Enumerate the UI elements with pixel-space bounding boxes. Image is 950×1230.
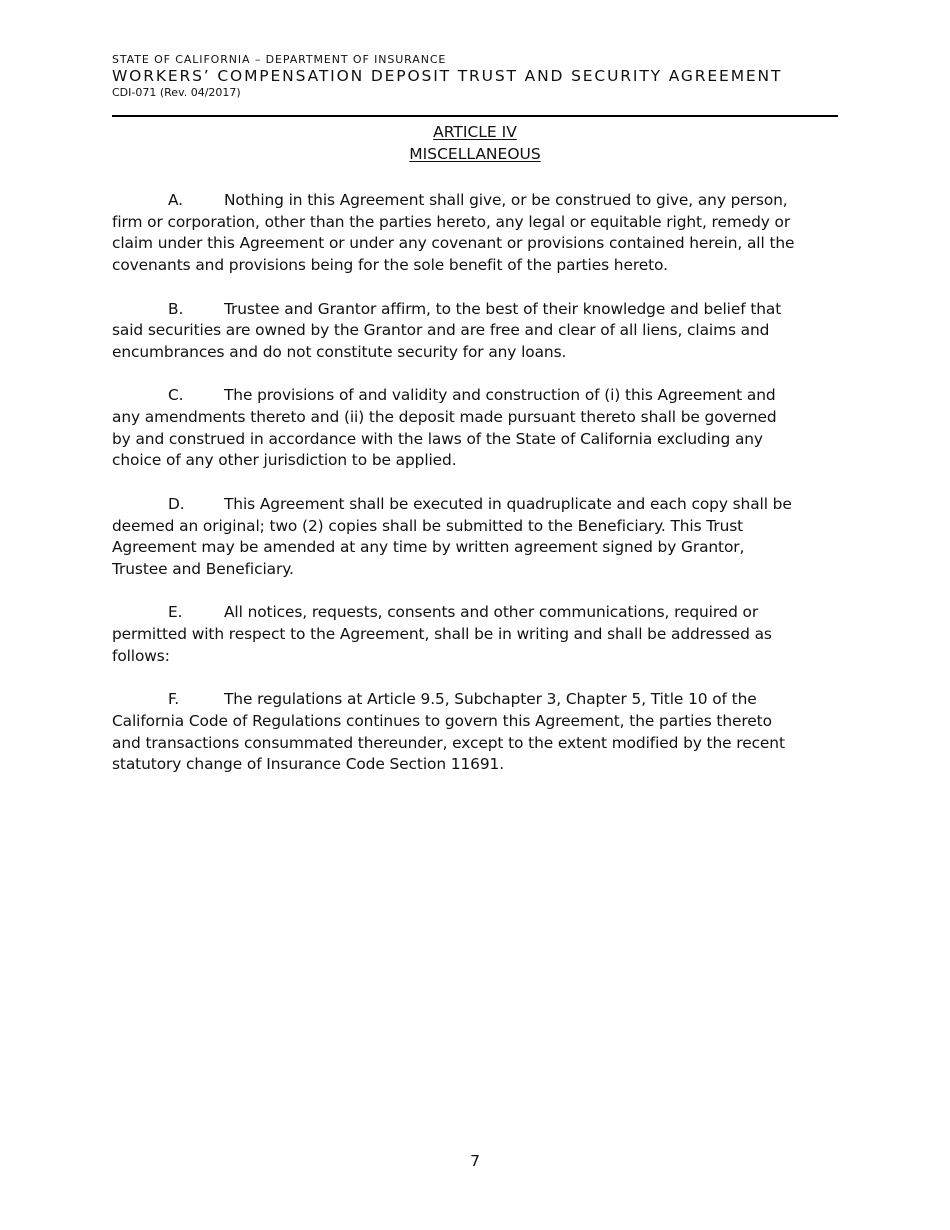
paragraph-text: The provisions of and validity and construction of (i) this Agreement and any amendments thereto and (ii) the deposit made pursuant thereto shall be governed by and construed in accordance with the laws of the State of California excluding any choice of any other jurisdiction to be applied.	[112, 386, 777, 470]
paragraph-c	[112, 385, 838, 472]
article-title: MISCELLANEOUS	[409, 145, 541, 163]
paragraph-text: The regulations at Article 9.5, Subchapter 3, Chapter 5, Title 10 of the California Code of Regulations continues to govern this Agreement, the parties thereto and transactions consummated thereunder, except to the extent modified by the recent statutory change of Insurance Code Section 11691.	[112, 690, 785, 774]
paragraph-letter: E.	[168, 603, 183, 622]
paragraph-b	[112, 299, 838, 364]
paragraph-letter: A.	[168, 191, 183, 209]
article-heading	[112, 121, 838, 165]
form-number: CDI-071 (Rev. 04/2017)	[112, 86, 241, 99]
page-number: 7	[470, 1152, 480, 1170]
paragraph-text: Nothing in this Agreement shall give, or be construed to give, any person, firm or corporation, other than the parties hereto, any legal or equitable right, remedy or claim under this Agreement or under any covenant or provisions contained herein, all the covenants and provisions being for the sole benefit of the parties hereto.	[112, 191, 795, 275]
agency-name: STATE OF CALIFORNIA – DEPARTMENT OF INSURANCE	[112, 53, 447, 66]
paragraph-d	[112, 494, 838, 581]
paragraph-text: This Agreement shall be executed in quadruplicate and each copy shall be deemed an original; two (2) copies shall be submitted to the Beneficiary. This Trust Agreement may be amended at any time by written agreement signed by Grantor, Trustee and Beneficiary.	[112, 494, 792, 578]
form-header	[112, 53, 838, 100]
paragraph-letter: D.	[168, 494, 185, 513]
paragraph-f	[112, 689, 838, 776]
paragraph-letter: B.	[168, 299, 184, 318]
header-divider	[112, 115, 838, 117]
form-title: WORKERS’ COMPENSATION DEPOSIT TRUST AND SECURITY AGREEMENT	[112, 67, 783, 85]
paragraph-text: All notices, requests, consents and other communications, required or permitted with respect to the Agreement, shall be in writing and shall be addressed as follows:	[112, 603, 772, 665]
article-number: ARTICLE IV	[433, 123, 517, 141]
paragraph-e	[112, 602, 838, 667]
paragraph-text: Trustee and Grantor affirm, to the best of their knowledge and belief that said securities are owned by the Grantor and are free and clear of all liens, claims and encumbrances and do not constitute security for any loans.	[112, 299, 782, 361]
paragraph-letter: C.	[168, 386, 184, 405]
article-body	[112, 190, 838, 798]
paragraph-a	[112, 190, 838, 277]
paragraph-letter: F.	[168, 690, 180, 709]
